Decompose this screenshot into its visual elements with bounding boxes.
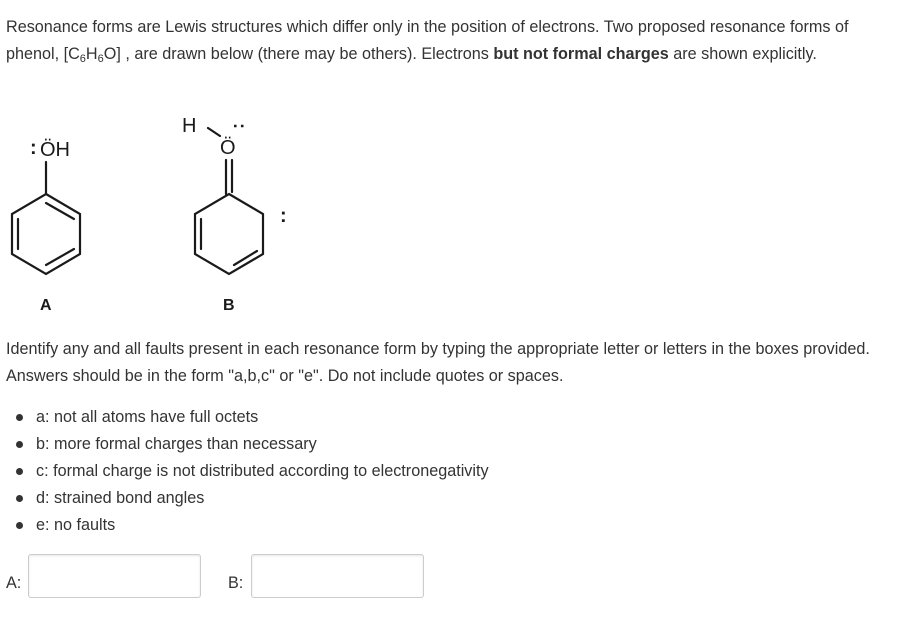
fault-text: d: strained bond angles [36,489,205,507]
lone-pair-a: : [30,137,37,159]
intro-text: are shown explicitly. [668,45,817,63]
fault-list [16,404,489,539]
answer-b-input[interactable] [251,554,424,598]
oxygen-label-b: Ö [220,137,236,159]
o-h-bond-b [208,128,220,136]
answer-a-label: A: [6,574,22,592]
formula-subscript: 6 [97,53,104,65]
bullet-icon [16,522,23,529]
bullet-icon [16,495,23,502]
structure-a [12,162,80,274]
hydroxyl-label-a: ÖH [40,139,70,161]
structure-b-label: B [223,297,235,314]
fault-option-c [16,458,489,485]
intro-bold-text: but not formal charges [493,45,669,63]
lone-pair-b: : [230,123,250,129]
intro-paragraph [6,14,896,68]
fault-text: b: more formal charges than necessary [36,435,317,453]
resonance-structures-figure [0,108,300,318]
ring-double-bond-b [234,251,257,265]
fault-text: c: formal charge is not distributed according to electronegativity [36,462,489,480]
fault-option-d [16,485,489,512]
fault-text: a: not all atoms have full octets [36,408,259,426]
bullet-icon [16,468,23,475]
benzene-ring-a [12,194,80,274]
fault-text: e: no faults [36,516,116,534]
answer-a-input[interactable] [28,554,201,598]
fault-option-e [16,512,489,539]
hydrogen-label-b: H [182,115,197,137]
bullet-icon [16,441,23,448]
formula-text: H [85,45,98,63]
ring-b [195,194,263,274]
double-bond-inner-a [46,203,74,219]
fault-option-b [16,431,489,458]
bullet-icon [16,414,23,421]
intro-text: O] , are drawn below (there may be others). Electrons [103,45,494,63]
intro-text: Resonance forms are Lewis structures which differ only in the position of electrons. Two proposed resonance forms of phenol, [C [6,18,849,63]
instructions-paragraph: Identify any and all faults present in each resonance form by typing the appropriate letter or letters in the boxes provided. Answers should be in the form "a,b,c" or "e". Do not include quotes or spaces. [6,340,870,385]
fault-option-a [16,404,489,431]
ring-lone-pair-b: : [280,205,287,227]
formula-subscript: 6 [79,53,86,65]
double-bond-inner-a [46,249,74,265]
structure-a-label: A [40,297,52,314]
answer-b-label: B: [228,574,244,592]
